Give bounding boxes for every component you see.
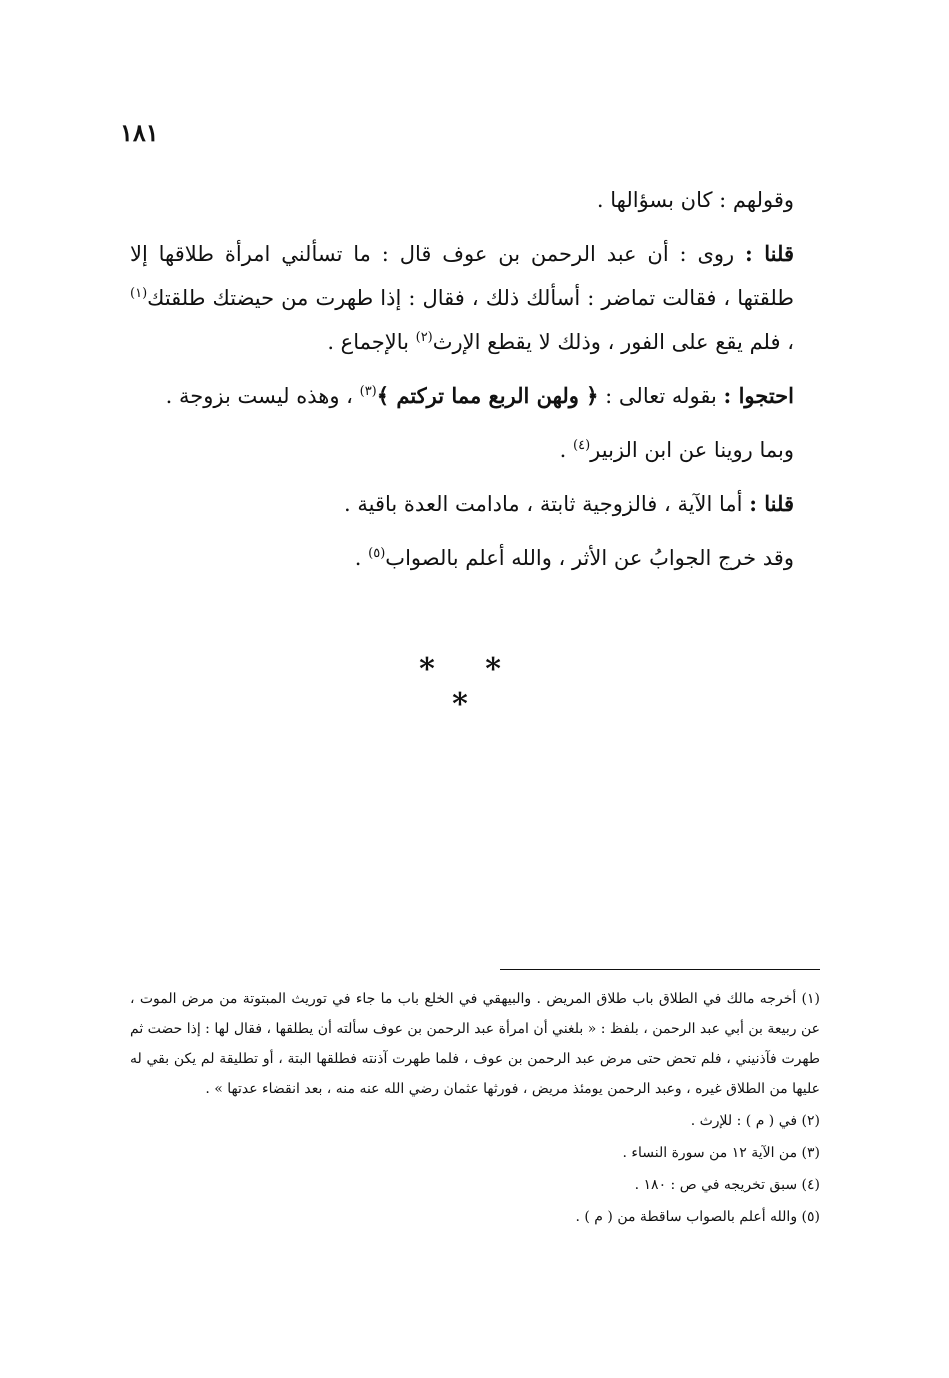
footnote-ref-2: (٢) (415, 330, 433, 345)
paragraph-2 (130, 232, 830, 364)
paragraph-2-text-a: روى : أن عبد الرحمن بن عوف قال : ما تسألني امرأة طلاقها إلا طلقتها ، فقالت تماضر : أسألك ذلك ، فقال : إذا طهرت من حيضتك طلقتك (130, 242, 794, 310)
paragraph-2-text-b: ، فلم يقع على الفور ، وذلك لا يقطع الإرث (432, 330, 794, 354)
paragraph-2-text-c: بالإجماع . (327, 330, 416, 354)
footnote-1: (١) أخرجه مالك في الطلاق باب طلاق المريض . والبيهقي في الخلع باب ما جاء في توريث المبتوتة من مرض الموت ، عن ربيعة بن أبي عبد الرحمن ، بلفظ : « بلغني أن امرأة عبد الرحمن بن عوف سألته أن يطلقها ، فقال لها : إذا حضت ثم طهرت فآذنيني ، فلم تحض حتى مرض عبد الرحمن بن عوف ، فلما طهرت آذنته فطلقها البتة ، أو تطليقة لم يكن بقي له عليها من الطلاق غيره ، وعبد الرحمن يومئذ مريض ، فورثها عثمان رضي الله عنه منه ، بعد انقضاء عدتها » . (130, 991, 820, 1097)
page-number: ١٨١ (120, 118, 159, 147)
footnote-3: (٣) من الآية ١٢ من سورة النساء . (622, 1145, 820, 1161)
section-separator: * * * (419, 652, 521, 722)
keyword-ihtajju: احتجوا : (723, 383, 794, 408)
paragraph-1 (130, 178, 830, 222)
paragraph-6-text-a: وقد خرج الجوابُ عن الأثر ، والله أعلم بالصواب (385, 546, 794, 570)
footnote-ref-4: (٤) (573, 438, 591, 453)
paragraph-3-text-a: بقوله تعالى : (598, 384, 724, 408)
footnote-ref-1: (١) (130, 286, 148, 301)
paragraph-1-text: وقولهم : كان بسؤالها . (596, 188, 794, 212)
main-text (130, 178, 830, 590)
paragraph-3 (130, 374, 830, 418)
paragraph-6 (130, 536, 830, 580)
quran-verse: ﴿ ولهن الربع مما تركتم ﴾ (376, 383, 599, 408)
keyword-qulna-2: قلنا : (749, 491, 794, 516)
keyword-qulna: قلنا : (745, 241, 794, 266)
paragraph-3-text-b: ، وهذه ليست بزوجة . (165, 384, 360, 408)
paragraph-5-text: أما الآية ، فالزوجية ثابتة ، مادامت العدة باقية . (344, 492, 750, 516)
footnote-ref-5: (٥) (368, 546, 386, 561)
footnote-5: (٥) والله أعلم بالصواب ساقطة من ( م ) . (575, 1209, 820, 1225)
footnote-2: (٢) في ( م ) : للإرث . (690, 1113, 820, 1129)
footnote-4: (٤) سبق تخريجه في ص : ١٨٠ . (634, 1177, 820, 1193)
paragraph-4 (130, 428, 830, 472)
footnote-divider (500, 969, 820, 970)
paragraph-5 (130, 482, 830, 526)
footnotes (130, 984, 820, 1234)
paragraph-4-text-a: وبما روينا عن ابن الزبير (590, 438, 794, 462)
footnote-ref-3: (٣) (359, 384, 377, 399)
paragraph-6-text-b: . (354, 546, 369, 570)
paragraph-4-text-b: . (559, 438, 573, 462)
